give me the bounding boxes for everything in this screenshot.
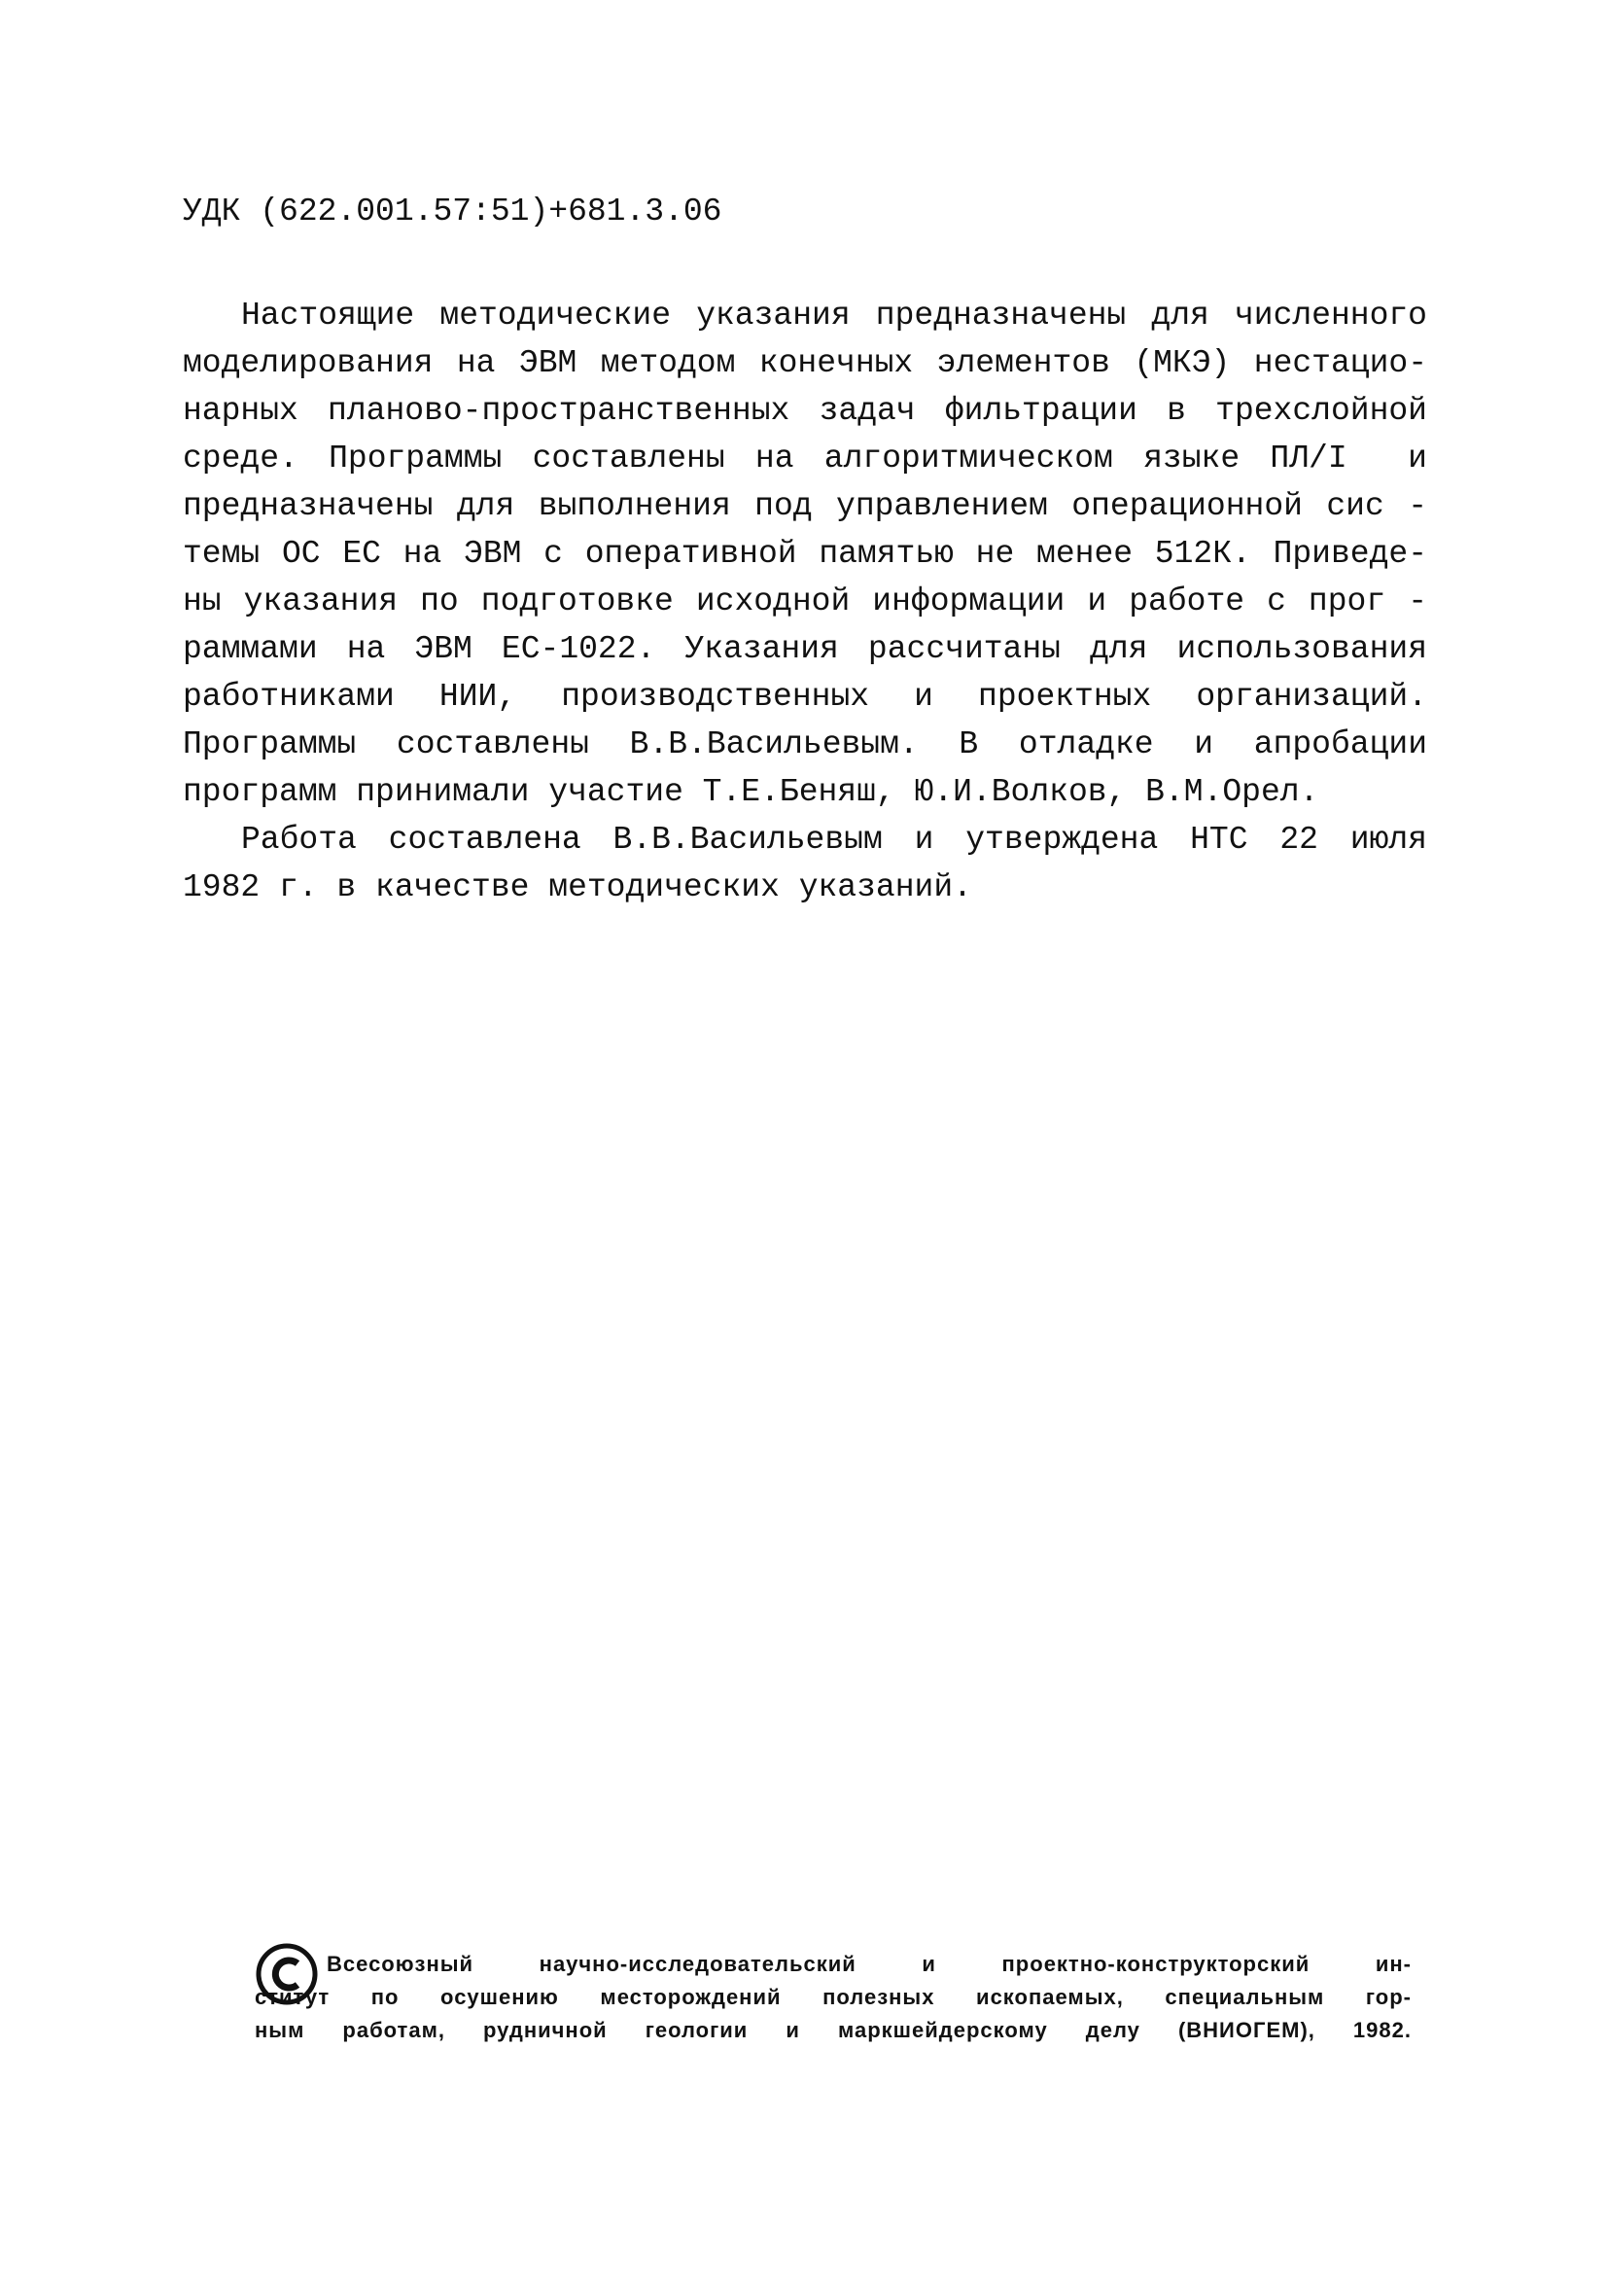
text-line: Настоящие методические указания предназначены для численного xyxy=(241,298,1427,334)
copyright-footer xyxy=(255,1942,1412,2088)
text-line: моделирования на ЭВМ методом конечных элементов (МКЭ) нестацио- xyxy=(183,345,1427,381)
text-line: предназначены для выполнения под управлением операционной сис - xyxy=(183,488,1427,524)
footer-line: ститут по осушению месторождений полезных ископаемых, специальным гор- xyxy=(255,1985,1412,2009)
text-line: Работа составлена В.В.Васильевым и утверждена НТС 22 июля xyxy=(241,822,1427,858)
text-line: среде. Программы составлены на алгоритмическом языке ПЛ/I и xyxy=(183,441,1427,477)
text-line: работниками НИИ, производственных и проектных организаций. xyxy=(183,679,1427,715)
text-line: нарных планово-пространственных задач фильтрации в трехслойной xyxy=(183,393,1427,429)
copyright-text xyxy=(255,1948,1412,2047)
text-line: программ принимали участие Т.Е.Беняш, Ю.И.Волков, В.М.Орел. xyxy=(183,774,1319,810)
annotation-text xyxy=(183,292,1427,911)
text-line: ны указания по подготовке исходной информации и работе с прог - xyxy=(183,583,1427,619)
text-line: раммами на ЭВМ ЕС-1022. Указания рассчитаны для использования xyxy=(183,631,1427,667)
text-line: темы ОС ЕС на ЭВМ с оперативной памятью не менее 512К. Приведе- xyxy=(183,536,1427,572)
footer-line: ным работам, рудничной геологии и маркшейдерскому делу (ВНИОГЕМ), 1982. xyxy=(255,2018,1412,2042)
text-line: 1982 г. в качестве методических указаний. xyxy=(183,869,972,905)
footer-line: Всесоюзный научно-исследовательский и проектно-конструкторский ин- xyxy=(327,1952,1412,1976)
text-line: Программы составлены В.В.Васильевым. В отладке и апробации xyxy=(183,726,1427,762)
udc-code: УДК (622.001.57:51)+681.3.06 xyxy=(183,194,722,230)
